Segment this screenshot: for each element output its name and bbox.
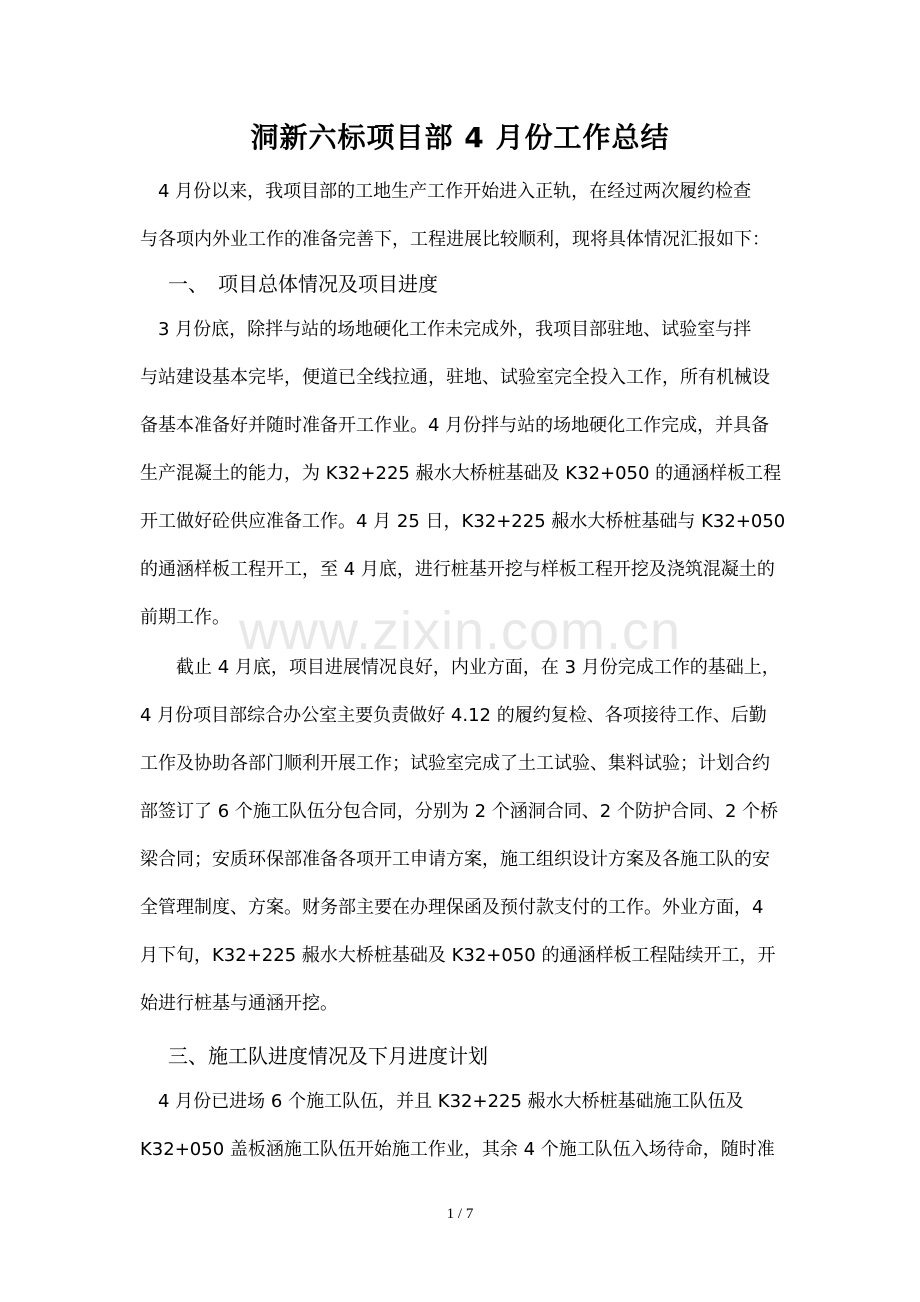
document-title: 洞新六标项目部 4 月份工作总结 <box>250 121 670 154</box>
paragraph-line: 开工做好砼供应准备工作。4 月 25 日，K32+225 赧水大桥桩基础与 K32+050 <box>140 511 786 532</box>
paragraph-line: 生产混凝土的能力，为 K32+225 赧水大桥桩基础及 K32+050 的通涵样板工程 <box>140 463 782 484</box>
intro-line: 4 月份以来，我项目部的工地生产工作开始进入正轨，在经过两次履约检查 <box>140 181 752 202</box>
paragraph-line: 与站建设基本完毕，便道已全线拉通，驻地、试验室完全投入工作，所有机械设 <box>140 367 770 388</box>
watermark: www.zixin.com.cn <box>238 601 682 661</box>
paragraph-line: 3 月份底，除拌与站的场地硬化工作未完成外，我项目部驻地、试验室与拌 <box>140 319 752 340</box>
paragraph-line: 的通涵样板工程开工，至 4 月底，进行桩基开挖与样板工程开挖及浇筑混凝土的 <box>140 559 775 580</box>
paragraph-line: 备基本准备好并随时准备开工作业。4 月份拌与站的场地硬化工作完成，并具备 <box>140 415 770 436</box>
paragraph-line: 截止 4 月底，项目进展情况良好，内业方面，在 3 月份完成工作的基础上， <box>140 657 780 678</box>
paragraph-line: 始进行桩基与通涵开挖。 <box>140 993 338 1014</box>
paragraph-line: 工作及协助各部门顺利开展工作；试验室完成了土工试验、集料试验；计划合约 <box>140 753 770 774</box>
intro-paragraph <box>140 168 780 264</box>
section1-paragraph-2 <box>140 644 780 1028</box>
paragraph-line: 月下旬，K32+225 赧水大桥桩基础及 K32+050 的通涵样板工程陆续开工，开 <box>140 945 776 966</box>
page-number: 1 / 7 <box>446 1206 474 1222</box>
paragraph-line: 4 月份项目部综合办公室主要负责做好 4.12 的履约复检、各项接待工作、后勤 <box>140 705 767 726</box>
section3-paragraph-1 <box>140 1078 780 1174</box>
paragraph-line: 部签订了 6 个施工队伍分包合同，分别为 2 个涵洞合同、2 个防护合同、2 个桥 <box>140 801 779 822</box>
intro-line: 与各项内外业工作的准备完善下，工程进展比较顺利，现将具体情况汇报如下： <box>140 229 770 250</box>
section1-paragraph-1 <box>140 306 786 642</box>
paragraph-line: 全管理制度、方案。财务部主要在办理保函及预付款支付的工作。外业方面，4 <box>140 897 764 918</box>
paragraph-line: 梁合同；安质环保部准备各项开工申请方案，施工组织设计方案及各施工队的安 <box>140 849 770 870</box>
section1-heading: 一、 项目总体情况及项目进度 <box>168 272 438 296</box>
paragraph-line: K32+050 盖板涵施工队伍开始施工作业，其余 4 个施工队伍入场待命，随时准 <box>140 1139 775 1160</box>
paragraph-line: 4 月份已进场 6 个施工队伍，并且 K32+225 赧水大桥桩基础施工队伍及 <box>140 1091 744 1112</box>
section3-heading: 三、施工队进度情况及下月进度计划 <box>168 1044 488 1068</box>
paragraph-line: 前期工作。 <box>140 607 230 628</box>
